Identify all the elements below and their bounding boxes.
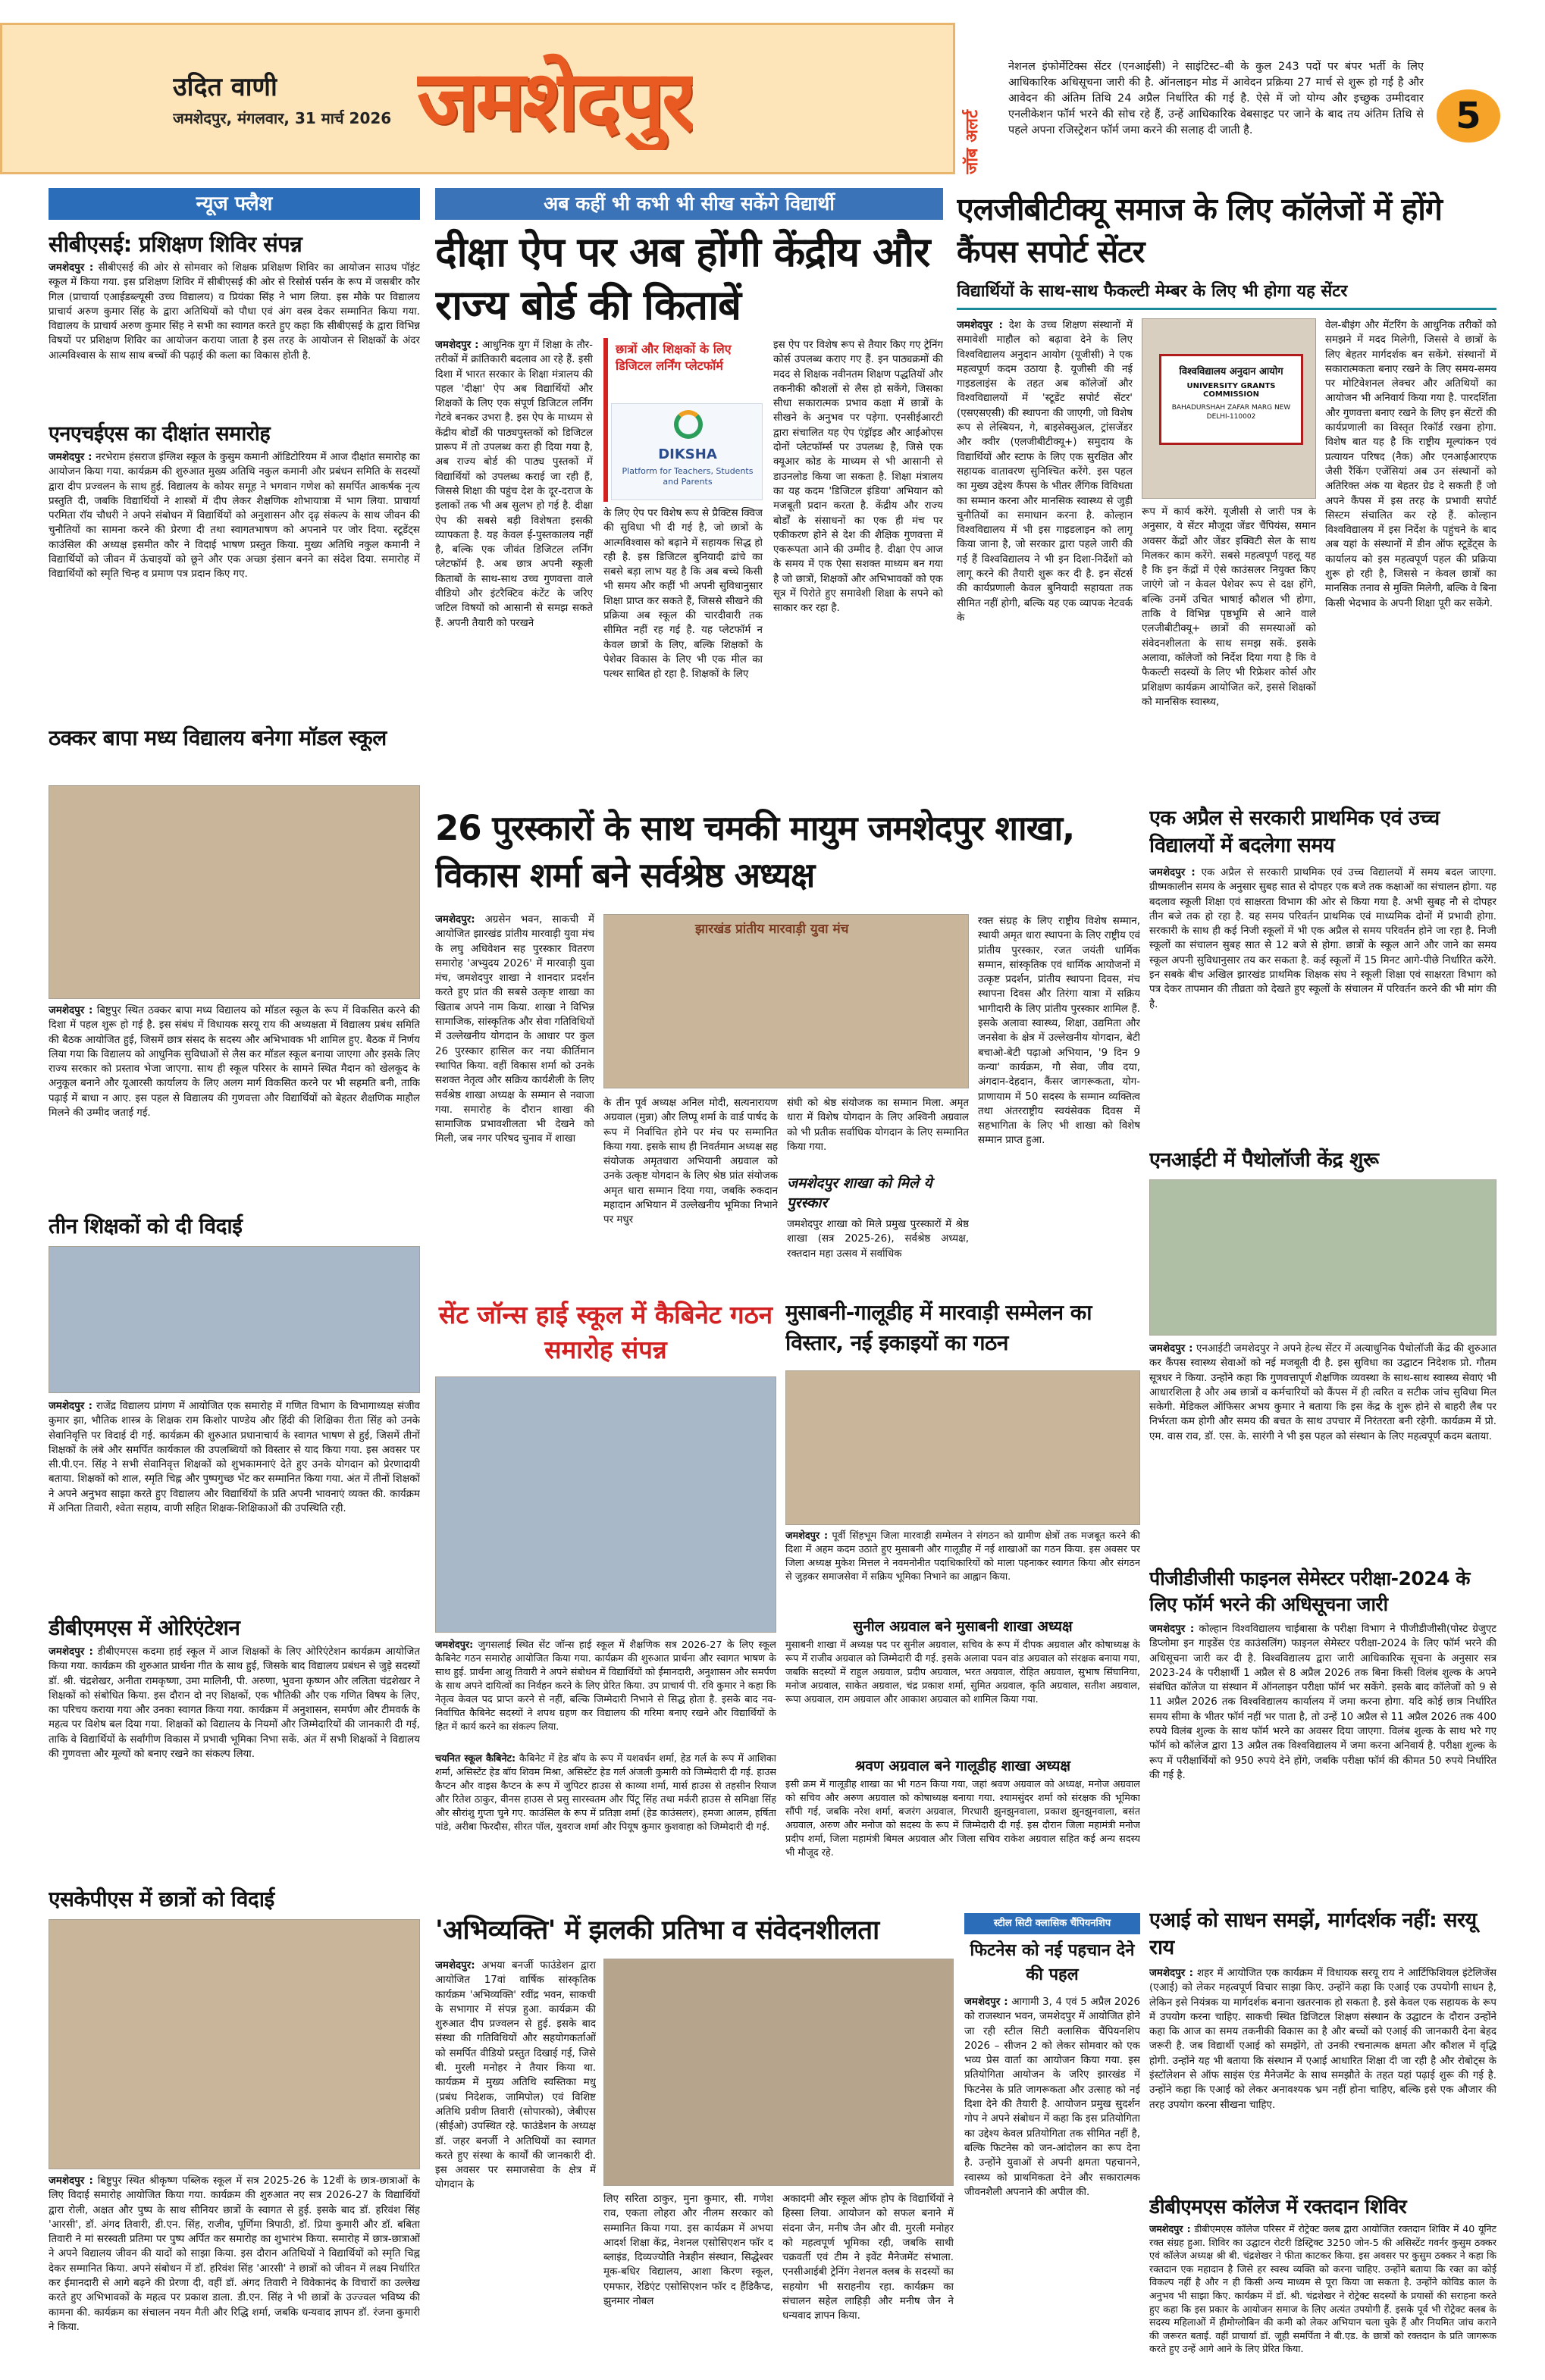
mayum-headline: 26 पुरस्कारों के साथ चमकी मायुम जमशेदपुर शाखा, विकास शर्मा बने सर्वश्रेष्ठ अध्यक्ष: [435, 808, 1075, 895]
dateline: जमशेदपुर, मंगलवार, 31 मार्च 2026: [173, 109, 392, 127]
galudih-sub2: श्रवण अग्रवाल बने गालूडीह शाखा अध्यक्ष: [854, 1758, 1071, 1774]
diksha-col2: के लिए ऐप पर विशेष रूप से प्रैक्टिस क्विज की सुविधा भी दी गई है, जो छात्रों के आत्मविश्वास को बढ़ाने में सहायक सिद्ध हो रही है. इस डिजिटल बुनियादी ढांचे का सबसे बड़ा लाभ यह है कि अब बच्चे किसी भी समय और कहीं भी अपनी सुविधानुसार शिक्षा प्राप्त कर सकते हैं, जिससे सीखने की प्रक्रिया अब स्कूल की चारदीवारी तक सीमित नहीं रह गई है. यह प्लेटफॉर्म न केवल छात्रों के लिए, बल्कि शिक्षकों के पेशेवर विकास के लिए भी एक मील का पत्थर साबित हो रहा है. शिक्षकों के लिए: [603, 508, 763, 681]
steel-city-badge: [964, 1913, 1140, 1934]
steel-city-body: [964, 1995, 1140, 2359]
page-number: 5: [1456, 95, 1481, 137]
pgdgc-dateline: जमशेदपुर :: [1149, 1624, 1195, 1635]
paper-name: उदित वाणी: [173, 72, 277, 102]
teachers-farewell-body: [49, 1399, 420, 1607]
skps-body: [49, 2174, 420, 2356]
ai-dateline: जमशेदपुर :: [1149, 1968, 1193, 1979]
dbms-orientation-title: डीबीएमएस में ओरिएंटेशन: [49, 1615, 240, 1640]
diksha-dateline: जमशेदपुर :: [435, 340, 479, 351]
thakkar-body: [49, 1004, 420, 1211]
ugc-sign-english: UNIVERSITY GRANTS COMMISSION: [1186, 382, 1276, 399]
nhes-dateline: जमशेदपुर :: [49, 452, 92, 463]
dbms-dateline: जमशेदपुर :: [49, 1646, 93, 1658]
news-flash-column: [49, 188, 420, 2356]
skps-photo: [49, 1919, 420, 2169]
musabani-body: [785, 1530, 1140, 1614]
abhivyakti-dateline: जमशेदपुर:: [435, 1960, 475, 1971]
stjohns-cabinet-sub: चयनित स्कूल कैबिनेट:: [435, 1753, 516, 1765]
blood-camp-headline: डीबीएमएस कॉलेज में रक्तदान शिविर: [1149, 2196, 1407, 2219]
steel-city-headline: फिटनेस को नई पहचान देने की पहल: [970, 1941, 1135, 1984]
cbse-body: [49, 261, 420, 409]
pgdgc-body: [1149, 1622, 1496, 1904]
ugc-sign-address: BAHADURSHAH ZAFAR MARG NEW DELHI-110002: [1171, 404, 1291, 421]
school-timing-body: [1149, 866, 1496, 1141]
abhivyakti-col2: लिए सरिता ठाकुर, मुना कुमार, सी. गणेश राव, एकता लोहरा और नीलम सरकार को सम्मानित किया गया. इस कार्यक्रम में अभया आदर्श शिक्षा केंद्र, नेशनल एसोसिएशन फॉर द ब्लाइंड, दिव्यज्योति नेत्रहीन संस्थान, सिद्धेश्वर मूक-बधिर विद्यालय, आशा किरण स्कूल, एमफार, रेडिएंट एसोसिएशन फॉर द हैंडिकैप्ड, झुनमार नोबल: [603, 2194, 773, 2308]
diksha-logo: [611, 403, 763, 500]
school-timing-text: एक अप्रैल से सरकारी प्राथमिक एवं उच्च विद्यालयों में समय बदल जाएगा. ग्रीष्मकालीन समय के अनुसार सुबह सात से दोपहर एक बजे तक कक्षाओं का संचालन होगा. यह बदलाव स्कूली शिक्षा एवं साक्षरता विभाग की ओर से किया गया है. अभी सुबह नौ से दोपहर तीन बजे तक हो रहा है. यह समय परिवर्तन प्राथमिक एवं माध्यमिक दोनों में प्रभावी होगा. सरकारी के साथ ही कई निजी स्कूलों में भी एक अप्रैल से समय परिवर्तन होने जा रहा है. निजी स्कूलों का संचालन सुबह सात से 12 बजे से होगा. छात्रों के स्कूल आने और जाने का समय स्कूल अपनी सुविधानुसार तय कर सकता है. कई स्कूलों में 15 मिनट आगे-पीछे निर्धारित करेंगे. इन सबके बीच अखिल झारखंड प्राथमिक शिक्षक संघ ने स्कूली शिक्षा एवं साक्षरता विभाग को पत्र देकर तापमान की तीव्रता को देखते हुए स्कूलों के संचालन में परिवर्तन करने की भी मांग की है.: [1149, 867, 1496, 1010]
news-flash-label: न्यूज फ्लैश: [196, 193, 273, 215]
abhivyakti-col1: [435, 1959, 596, 2359]
pgdgc-headline: पीजीडीजीसी फाइनल सेमेस्टर परीक्षा-2024 के लिए फॉर्म भरने की अधिसूचना जारी: [1149, 1567, 1470, 1615]
lgbt-col1-text: देश के उच्च शिक्षण संस्थानों में समावेशी माहौल को बढ़ावा देने के लिए विश्वविद्यालय अनुदान आयोग (यूजीसी) ने एक महत्वपूर्ण कदम उठाया है. यूजीसी की नई गाइडलाइंस के तहत अब कॉलेजों और विश्वविद्यालयों में 'स्टूडेंट सपोर्ट सेंटर' (एसएसएसी) की स्थापना की जाएगी, जो विशेष रूप से लेस्बियन, गे, बाइसेक्सुअल, ट्रांसजेंडर और क्वीर (एलजीबीटीक्यू+) समुदाय के विद्यार्थियों और स्टाफ के लिए एक सुरक्षित और सहायक वातावरण सुनिश्चित करेंगे. इस पहल का मुख्य उद्देश्य कैंपस के भीतर लैंगिक विविधता का सम्मान करना और मानसिक स्वास्थ्य से जुड़ी चुनौतियों का समाधान करना है. कोल्हान विश्वविद्यालय में भी इस गाइडलाइन को लागू किया जाना है, जो सरकार द्वारा पहले जारी की गई हैं विश्वविद्यालय ने भी इन दिशा-निर्देशों को लागू करने की तैयारी शुरू कर दी है. इन सेंटर्स की कार्यप्रणाली केवल बुनियादी सहायता तक सीमित नहीं होगी, बल्कि यह एक व्यापक नेटवर्क के: [957, 320, 1133, 624]
stjohns-dateline: जमशेदपुर:: [435, 1639, 474, 1651]
thakkar-body-text: बिष्टुपुर स्थित ठक्कर बापा मध्य विद्यालय को मॉडल स्कूल के रूप में विकसित करने की दिशा में पहल शुरू हो गई है. इस संबंध में विधायक सरयू राय की अध्यक्षता में विद्यालय प्रबंध समिति की बैठक आयोजित हुई, जिसमें छात्र संसद के सदस्य और अभिभावक भी शामिल हुए. बैठक में निर्णय लिया गया कि विद्यालय को आधुनिक सुविधाओं से लैस कर मॉडल स्कूल बनाया जाएगा और इसके लिए राज्य सरकार को प्रस्ताव भेजा जाएगा. साथ ही स्कूल परिसर के सामने स्थित मैदान को खेलकूद के अनुकूल बनाने और यूआरसी कार्यालय के लिए अलग मार्ग विकसित करने पर भी सहमति बनी, ताकि पढ़ाई में बाधा न आए. इस पहल से विद्यालय की गुणवत्ता और विद्यार्थियों को बेहतर शैक्षणिक माहौल मिलने की उम्मीद जताई गई.: [49, 1005, 420, 1120]
cbse-body-text: सीबीएसई की ओर से सोमवार को शिक्षक प्रशिक्षण शिविर का आयोजन साउथ पॉइंट स्कूल में किया गया. इस प्रशिक्षण शिविर में सीबीएसई की ओर से रिसोर्स पर्सन के रूप में जसबीर कौर गिल (प्राचार्या एआईडब्ल्यूसी उच्च विद्यालय) व प्रियंका सिंह ने भाग लिया. इस मौके पर विद्यालय प्राचार्य अरुण कुमार सिंह के द्वारा अतिथियों को पौधा एवं अंग वस्त्र देकर सम्मानित किया गया. विद्यालय के प्राचार्य अरुण कुमार सिंह ने सभी का स्वागत करते हुए कहा कि सीबीएसई के द्वारा विभिन्न विषयों पर प्रशिक्षण शिविर का आयोजन कराया जाता है इस तरह के आयोजन से शिक्षकों के अंदर आत्मविश्वास के साथ साथ बच्चों की पढ़ाई की कला का विकास होती है.: [49, 262, 420, 362]
dbms-orientation-body: [49, 1645, 420, 1881]
nhes-body: [49, 450, 420, 717]
musabani-headline: मुसाबनी-गालूडीह में मारवाड़ी सम्मेलन का विस्तार, नई इकाइयों का गठन: [785, 1300, 1092, 1355]
musabani-photo: [785, 1370, 1140, 1525]
news-flash-header: [49, 188, 420, 220]
musabani-sub1: सुनील अग्रवाल बने मुसाबनी शाखा अध्यक्ष: [853, 1618, 1073, 1635]
diksha-col1-text: आधुनिक युग में शिक्षा के तौर-तरीकों में क्रांतिकारी बदलाव आ रहे हैं. इसी दिशा में भारत सरकार के शिक्षा मंत्रालय की पहल 'दीक्षा' ऐप अब विद्यार्थियों और शिक्षकों के लिए एक संपूर्ण डिजिटल लर्निंग गेटवे बनकर उभरा है. इस ऐप के माध्यम से केंद्रीय बोर्डों की पाठ्यपुस्तकों को डिजिटल प्रारूप में तो उपलब्ध करा ही दिया गया है, अब राज्य बोर्ड की पाठ्य पुस्तकों में विद्यार्थियों को उपलब्ध कराई जा रही हैं, जिससे शिक्षा की पहुंच देश के दूर-दराज के इलाकों तक भी अब सुलभ हो गई है. दीक्षा ऐप की सबसे बड़ी विशेषता इसकी व्यापकता है. यह केवल ई-पुस्तकालय नहीं है, बल्कि एक जीवंत डिजिटल लर्निंग प्लेटफॉर्म है. अब छात्र अपनी स्कूली किताबों के साथ-साथ उच्च गुणवत्ता वाले वीडियो और इंटरैक्टिव कंटेंट के जरिए जटिल विषयों को आसानी से समझ सकते हैं. अपनी तैयारी को परखने: [435, 340, 593, 629]
nit-text: एनआईटी जमशेदपुर ने अपने हेल्थ सेंटर में अत्याधुनिक पैथोलॉजी केंद्र की शुरुआत कर कैंपस स्वास्थ्य सेवाओं को नई मजबूती दी है. इस सुविधा का उद्घाटन निदेशक प्रो. गौतम सूत्रधर ने किया. उन्होंने कहा कि गुणवत्तापूर्ण शैक्षणिक व्यवस्था के साथ-साथ स्वास्थ्य सेवाएं भी आधारशिला है और अब छात्रों व कर्मचारियों को कैंपस में ही त्वरित व सटीक जांच सुविधा मिल सकेगी. मेडिकल ऑफिसर अभय कुमार ने बताया कि इस केंद्र के शुरू होने से बाहरी लैब पर निर्भरता कम होगी और समय की बचत के साथ उपचार में निरंतरता बनी रहेगी. कार्यक्रम में प्रो. एम. वास राव, डॉ. एस. के. सारंगी ने भी इस पहल को संस्थान के लिए महत्वपूर्ण कदम बताया.: [1149, 1343, 1496, 1442]
teachers-dateline: जमशेदपुर :: [49, 1401, 92, 1412]
thakkar-photo: [49, 785, 420, 999]
diksha-headline: दीक्षा ऐप पर अब होंगी केंद्रीय और राज्य बोर्ड की किताबें: [435, 228, 930, 329]
thakkar-dateline: जमशेदपुर :: [49, 1005, 93, 1016]
lgbt-headline: एलजीबीटीक्यू समाज के लिए कॉलेजों में होंगे कैंपस सपोर्ट सेंटर: [957, 191, 1442, 270]
ai-headline: एआई को साधन समझें, मार्गदर्शक नहीं: सरयू राय: [1149, 1909, 1477, 1959]
galudih-body3: इसी क्रम में गालूडीह शाखा का भी गठन किया गया, जहां श्रवण अग्रवाल को अध्यक्ष, मनोज अग्रवाल को सचिव और अरुण अग्रवाल को कोषाध्यक्ष बनाया गया. श्यामसुंदर शर्मा को संरक्षक की भूमिका सौंपी गई, जबकि नरेश शर्मा, बजरंग अग्रवाल, गिरधारी झुनझुनवाला, प्रकाश झुनझुनवाला, बसंत अग्रवाल, अरुण और मनोज को सदस्य के रूप में जिम्मेदारी दी गई. इस दौरान जिला महामंत्री मनोज प्रदीप शर्मा, जिला महामंत्री बिमल अग्रवाल और जिला सचिव राकेश अग्रवाल सहित कई अन्य सदस्य भी मौजूद रहे.: [785, 1779, 1140, 1859]
blood-camp-dateline: जमशेदपुर :: [1149, 2223, 1191, 2234]
musabani-story: [785, 1298, 1140, 1912]
ugc-sign-hindi: विश्वविद्यालय अनुदान आयोग: [1179, 366, 1283, 377]
thakkar-title: ठक्कर बापा मध्य विद्यालय बनेगा मॉडल स्कूल: [49, 725, 387, 750]
skps-body-text: बिष्टुपुर स्थित श्रीकृष्ण पब्लिक स्कूल में सत्र 2025-26 के 12वीं के छात्र-छात्राओं के लिए विदाई समारोह आयोजित किया गया. कार्यक्रम की शुरुआत नए सत्र 2026-27 के विद्यार्थियों द्वारा रोली, अक्षत और पुष्प के साथ सीनियर छात्रों के स्वागत से हुई. इसके बाद डॉ. हरिवंश सिंह 'आरसी', डॉ. अंगद तिवारी, डी.एन. सिंह, राजीव, पूर्णिमा त्रिपाठी, डॉ. प्रिया कुमारी और डॉ. बबिता तिवारी ने मां सरस्वती प्रतिमा पर पुष्प अर्पित कर समारोह का शुभारंभ किया. समारोह में छात्र-छात्राओं ने अपने विद्यालय जीवन की यादों को साझा किया. इस दौरान अतिथियों ने विद्यार्थियों को स्मृति चिह्न देकर सम्मानित किया. अपने संबोधन में डॉ. हरिवंश सिंह 'आरसी' ने छात्रों को जीवन में लक्ष्य निर्धारित कर ईमानदारी से आगे बढ़ने की प्रेरणा दी, वहीं डॉ. अंगद तिवारी ने विवेकानंद के विचारों का उल्लेख करते हुए अभिभावकों के महत्व पर प्रकाश डाला. डी.एन. सिंह ने भी छात्रों के उज्ज्वल भविष्य की कामना की. कार्यक्रम का संचालन नयन मैती और रिद्धि शर्मा, जबकि धन्यवाद ज्ञापन डॉ. रंजना कुमारी ने किया.: [49, 2175, 420, 2333]
diksha-logo-tagline: Platform for Teachers, Students and Parents: [622, 466, 754, 487]
ugc-sign-photo: [1142, 318, 1316, 499]
mayum-col4: रक्त संग्रह के लिए राष्ट्रीय विशेष सम्मान, स्थायी अमृत धारा स्थापना के लिए राष्ट्रीय एवं प्रांतीय पुरस्कार, रजत जयंती धार्मिक सम्मान, सांस्कृतिक एवं धार्मिक आयोजनों में उत्कृष्ट प्रदर्शन, प्रांतीय स्थापना दिवस, मंच स्थापना दिवस और तिरंगा यात्रा में सक्रिय भागीदारी के लिए प्रांतीय पुरस्कार शामिल हैं. इसके अलावा स्वास्थ्य, शिक्षा, उद्यमिता और जनसेवा के क्षेत्र में उल्लेखनीय योगदान, बेटी बचाओ-बेटी पढ़ाओ अभियान, '9 दिन 9 कन्या' कार्यक्रम, गौ सेवा, जीव दया, अंगदान-देहदान, कैंसर जागरूकता, योग-प्राणायाम में 50 सदस्य के सम्मान व्यक्तित्व तथा अंतरराष्ट्रीय स्वयंसेवक दिवस में सहभागिता के लिए भी शाखा को विशेष सम्मान प्राप्त हुआ.: [978, 916, 1140, 1147]
steel-city-story: [964, 1912, 1140, 2359]
mayum-col3b: जमशेदपुर शाखा को मिले प्रमुख पुरस्कारों में श्रेष्ठ शाखा (सत्र 2025-26), सर्वश्रेष्ठ अध्यक्ष, रक्तदान महा उत्सव में सर्वाधिक: [787, 1219, 969, 1260]
diksha-box: [603, 338, 763, 502]
lgbt-subhead: विद्यार्थियों के साथ-साथ फैकल्टी मेम्बर के लिए भी होगा यह सेंटर: [957, 282, 1348, 301]
job-alert-text: नेशनल इंफोर्मेटिक्स सेंटर (एनआईसी) ने साइंटिस्ट–बी के कुल 243 पदों पर बंपर भर्ती के लिए आधिकारिक अधिसूचना जारी की है. ऑनलाइन मोड में आवेदन प्रक्रिया 27 मार्च से शुरू हो गई है और आवेदन की अंतिम तिथि 24 अप्रैल निर्धारित की गई है. ऐसे में जो योग्य और इच्छुक उम्मीदवार एनलीकेशन फॉर्म भरने की सोच रहे हैं, उन्हें आधिकारिक वेबसाइट पर जाने के बाद तय अंतिम तिथि से पहले अपना रजिस्ट्रेशन फॉर्म जमा करने की सलाह दी जाती है.: [1008, 61, 1424, 136]
teachers-farewell-photo: [49, 1246, 420, 1393]
musabani-dateline: जमशेदपुर :: [785, 1530, 829, 1542]
school-timing-dateline: जमशेदपुर :: [1149, 867, 1196, 878]
diksha-story: [435, 188, 943, 794]
cbse-dateline: जमशेदपुर :: [49, 262, 94, 274]
stjohns-cabinet-text: कैबिनेट में हेड बॉय के रूप में यशवर्धन शर्मा, हेड गर्ल के रूप में आशिका शर्मा, असिस्टेंट हेड बॉय शिवम मिश्रा, असिस्टेंट हेड गर्ल अंजली कुमारी को जिम्मेदारी दी गई. हाउस कैप्टन और वाइस कैप्टन के रूप में जुपिटर हाउस से काव्या शर्मा, मार्स हाउस से तहसीन रियाज और रितेश ठाकुर, वीनस हाउस से प्रसु सारस्वतम और पिंटू सिंह तथा मर्करी हाउस से समिक्षा सिंह और सौरांशु गुप्ता चुने गए. काउंसिल के रूप में प्रतिज्ञा शर्मा (हेड काउंसलर), हमजा आलम, हर्षिता पांडे, अरीबा फिरदौस, सीरत पॉल, युवराज शर्मा और पियूष कुमार कुशवाहा को जिम्मेदारी दी गई.: [435, 1753, 776, 1833]
dbms-body-text: डीबीएमएस कदमा हाई स्कूल में आज शिक्षकों के लिए ओरिएंटेशन कार्यक्रम आयोजित किया गया. कार्यक्रम की शुरुआत प्रार्थना गीत के साथ हुई, जिसके बाद विद्यालय प्रबंधन से जुड़े सदस्यों डॉ. श्री. चंद्रशेखर, अनीता रामकृष्णा, उमा मालिनी, पी. अरुणा, भुवना कृष्णन और ललिता चंद्रशेखर ने शिक्षकों को संबोधित किया. इस दौरान दो नए शिक्षकों, एक भौतिकी और एक गणित विषय के लिए, का परिचय कराया गया और उनका स्वागत किया गया. कार्यक्रम में अनुशासन, समर्पण और टीमवर्क के महत्व पर विशेष बल दिया गया. शिक्षकों को विद्यालय के नियमों और जिम्मेदारियों की जानकारी दी गई, ताकि वे विद्यार्थियों के सर्वांगीण विकास में प्रभावी भूमिका निभा सकें. अंत में सभी शिक्षकों ने विद्यालय की गुणवत्ता और मूल्यों को बनाए रखने का संकल्प लिया.: [49, 1646, 420, 1761]
nhes-body-text: नरभेराम हंसराज इंग्लिश स्कूल के कुसुम कमानी ऑडिटोरियम में आज दीक्षांत समारोह का आयोजन किया गया. कार्यक्रम की शुरुआत मुख्य अतिथि नकुल कमानी और प्रबंधन समिति के सदस्यों द्वारा दीप प्रज्वलन के साथ हुई. विद्यालय के कोयर समूह ने भगवान गणेश को समर्पित आकर्षक नृत्य प्रस्तुति दी, जबकि विद्यार्थियों ने शास्त्रों में दीप लेकर शैक्षणिक शोभायात्रा में भाग लिया. प्राचार्या परमिता राॅय चौधरी ने अपने संबोधन में विद्यार्थियों को अनुशासन और दृढ़ संकल्प के साथ जीवन की चुनौतियों का सामना करने की प्रेरणा दी तथा स्वागतभाषण को अपनाने पर जोर दिया. स्टूडेंट्स काउंसिल की अध्यक्ष इसमीत कौर ने विदाई भाषण प्रस्तुत किया. मुख्य अतिथि नकुल कमानी ने विद्यार्थियों को जीवन में ऊंचाइयों को छूने और एक अच्छा इंसान बनने का संदेश दिया. समारोह में विद्यार्थियों को स्मृति चिन्ह व प्रमाण पत्र प्रदान किए गए.: [49, 452, 420, 581]
lgbt-col3: वेल-बीइंग और मेंटरिंग के आधुनिक तरीकों को समझने में मदद मिलेगी, जिससे वे छात्रों के लिए बेहतर मार्गदर्शक बन सकेंगे. संस्थानों में सकारात्मकता बनाए रखने के लिए समय-समय पर मोटिवेशनल लेक्चर और अतिथियों का आयोजन भी अनिवार्य किया गया है. पारदर्शिता और गुणवत्ता बनाए रखने के लिए इन सेंटरों की कार्यप्रणाली का विस्तृत रिकॉर्ड रखना होगा. विशेष बात यह है कि राष्ट्रीय मूल्यांकन एवं प्रत्यायन परिषद (नैक) और एनआईआरएफ जैसी रैंकिंग एजेंसियां अब उन संस्थानों को अतिरिक्त अंक या बेहतर ग्रेड दे सकती हैं जो अपने कैंपस में इस तरह के प्रभावी सपोर्ट सिस्टम संचालित कर रहे हैं. कोल्हान विश्वविद्यालय में इस निर्देश के पहुंचने के बाद अब यहां के संस्थानों में डीन ऑफ स्टूडेंट्स के कार्यालय को इस महत्वपूर्ण पहल की प्रक्रिया शुरू हो रही है, जिससे न केवल छात्रों का मानसिक तनाव से मुक्ति मिलेगी, बल्कि वे बिना किसी भेदभाव के अपनी शिक्षा पूरी कर सकेंगे.: [1325, 320, 1496, 609]
nit-body: [1149, 1342, 1496, 1561]
diksha-logo-mark: [674, 410, 703, 439]
skps-dateline: जमशेदपुर :: [49, 2175, 93, 2187]
stjohns-body: [435, 1639, 776, 1752]
lgbt-col1: [957, 318, 1133, 785]
diksha-logo-word: DIKSHA: [658, 446, 717, 462]
diksha-col3: इस ऐप पर विशेष रूप से तैयार किए गए ट्रेनिंग कोर्स उपलब्ध कराए गए हैं. इन पाठ्यक्रमों की मदद से शिक्षक नवीनतम शिक्षण पद्धतियों और तकनीकी कौशलों से लैस हो सकेंगे, जिसका सीधा सकारात्मक प्रभाव कक्षा में छात्रों के सीखने के अनुभव पर पड़ेगा. एनसीईआरटी द्वारा संचालित यह ऐप एंड्रॉइड और आईओएस दोनों प्लेटफॉर्म्स पर उपलब्ध है, जिसे एक क्यूआर कोड के माध्यम से भी आसानी से डाउनलोड किया जा सकता है. शिक्षा मंत्रालय का यह कदम 'डिजिटल इंडिया' अभियान को मजबूती प्रदान करता है. केंद्रीय और राज्य बोर्डों के संसाधनों का एक ही मंच पर एकीकरण होने से देश की शैक्षिक गुणवत्ता में एकरूपता आने की उम्मीद है. दीक्षा ऐप आज के समय में एक ऐसा सशक्त माध्यम बन गया है जो छात्रों, शिक्षकों और अभिभावकों को एक सूत्र में पिरोते हुए समावेशी शिक्षा के सपने को साकार कर रहा है.: [773, 340, 943, 615]
pgdgc-text: कोल्हान विश्वविद्यालय चाईबासा के परीक्षा विभाग ने पीजीडीजीसी(पोस्ट ग्रेजुएट डिप्लोमा इन गाइडेंस एंड काउंसलिंग) फाइनल सेमेस्टर परीक्षा-2024 के लिए फॉर्म भरने की अधिसूचना जारी कर दी है. विश्वविद्यालय द्वारा जारी आधिकारिक सूचना के अनुसार सत्र 2023-24 के परीक्षार्थी 1 अप्रैल से 8 अप्रैल 2026 तक बिना किसी विलंब शुल्क के अपने संबंधित कॉलेज या संस्थान में ऑनलाइन परीक्षा फॉर्म भर सकेंगे. इसके बाद कॉलेजों को 9 से 11 अप्रैल 2026 तक विश्वविद्यालय कार्यालय में जमा करना होगा. यदि कोई छात्र निर्धारित समय सीमा के भीतर फॉर्म नहीं भर पाता है, तो उन्हें 10 अप्रैल से 11 अप्रैल 2026 तक 400 रुपये विलंब शुल्क के साथ फॉर्म भरने का अवसर दिया जाएगा. विलंब शुल्क के साथ भरे गए फॉर्म को कॉलेज द्वारा 13 अप्रैल तक विश्वविद्यालय में जमा करना अनिवार्य है. परीक्षा शुल्क के रूप में परीक्षार्थियों को 950 रुपये देने होंगे, जबकि परीक्षा फॉर्म की कीमत 50 रुपये निर्धारित की गई है.: [1149, 1624, 1496, 1781]
nit-dateline: जमशेदपुर :: [1149, 1343, 1193, 1354]
stjohns-photo: [435, 1376, 776, 1633]
mayum-col2: के तीन पूर्व अध्यक्ष अनिल मोदी, सत्यनारायण अग्रवाल (मुन्ना) और लिप्पू शर्मा के वार्ड पार्षद के रूप में निर्वाचित होने पर मंच पर सम्मानित किया गया. इसके साथ ही निवर्तमान अध्यक्ष सह संयोजक अमृतधारा अभियानी अग्रवाल को उनके उत्कृष्ट योगदान के लिए श्रेष्ठ प्रांत संयोजक अमृत धारा सम्मान दिया गया, जबकि रुकदान महादान अभियान में उल्लेखनीय भूमिका निभाने पर मधुर: [603, 1098, 778, 1226]
job-alert-label: जॉब अलर्ट: [963, 109, 982, 174]
ugc-sign-board: [1159, 354, 1303, 445]
blood-camp-body: [1149, 2222, 1496, 2357]
teachers-body-text: राजेंद्र विद्यालय प्रांगण में आयोजित एक समारोह में गणित विभाग के विभागाध्यक्ष संजीव कुमार झा, भौतिक शास्त्र के शिक्षक राम किशोर पाण्डेय और हिंदी की शिक्षिका रीता सिंह को उनके सेवानिवृत्ति पर विदाई दी गई. कार्यक्रम की शुरुआत प्रधानाचार्य के स्वागत भाषण से हुई, जिसमें तीनों शिक्षकों के लंबे और समर्पित कार्यकाल की उपलब्धियों को विस्तार से याद किया गया. इस अवसर पर सी.पी.एन. सिंह ने सभी सेवानिवृत्त शिक्षकों को शुभकामनाएं देते हुए उनके योगदान को प्रेरणादायी बताया. शिक्षकों को शाल, स्मृति चिह्न और पुष्पगुच्छ भेंट कर सम्मानित किया गया. अंत में तीनों शिक्षकों ने अपने अनुभव साझा करते हुए विद्यालय और विद्यार्थियों के प्रति अपनी भावनाएं व्यक्त की. कार्यक्रम में अनिता तिवारी, श्वेता सहाय, वाणी सहित शिक्षक-शिक्षिकाओं की उपस्थिति रही.: [49, 1401, 420, 1515]
mayum-subtitle: जमशेदपुर शाखा को मिले ये पुरस्कार: [787, 1175, 932, 1211]
stjohns-text: जुगसलाई स्थित सेंट जॉन्स हाई स्कूल में शैक्षणिक सत्र 2026-27 के लिए स्कूल कैबिनेट गठन समारोह आयोजित किया गया. कार्यक्रम की शुरुआत प्रार्थना और स्वागत भाषण के साथ हुई. प्रार्थना आशु तिवारी ने अपने संबोधन में विद्यार्थियों को ईमानदारी, अनुशासन और समर्पण के साथ अपने दायित्वों का निर्वहन करने के लिए प्रेरित किया. उप प्राचार्य पी. रवि कुमार ने कहा कि नेतृत्व केवल पद प्राप्त करने से नहीं, बल्कि जिम्मेदारी निभाने से सिद्ध होता है. इसके बाद नव-निर्वाचित कैबिनेट सदस्यों ने शपथ ग्रहण कर विद्यालय की गरिमा बनाए रखने और विद्यार्थियों के हित में कार्य करने का संकल्प लिया.: [435, 1639, 776, 1733]
ai-body: [1149, 1966, 1496, 2187]
masthead: [0, 0, 1545, 182]
lgbt-dateline: जमशेदपुर :: [957, 320, 1003, 331]
abhivyakti-story: [435, 1912, 954, 2359]
abhivyakti-headline: 'अभिव्यक्ति' में झलकी प्रतिभा व संवेदनशीलता: [435, 1915, 879, 1946]
diksha-box-title: छात्रों और शिक्षकों के लिए डिजिटल लर्निंग प्लेटफॉर्म: [616, 342, 732, 373]
diksha-kicker: अब कहीं भी कभी भी सीख सकेंगे विद्यार्थी: [544, 193, 835, 215]
mayum-col1: [435, 913, 594, 1290]
diksha-kicker-bar: [435, 188, 943, 220]
skps-title: एसकेपीएस में छात्रों को विदाई: [49, 1887, 274, 1912]
mayum-photo: [603, 914, 969, 1088]
mayum-banner: झारखंड प्रांतीय मारवाड़ी युवा मंच: [695, 922, 849, 937]
ai-text: शहर में आयोजित एक कार्यक्रम में विधायक सरयू राय ने आर्टिफिशियल इंटेलिजेंस (एआई) को लेकर महत्वपूर्ण विचार साझा किए. उन्होंने कहा कि एआई एक उपयोगी साधन है, लेकिन इसे नियंत्रक या मार्गदर्शक बनाना खतरनाक हो सकता है. इसे केवल एक सहायक के रूप में उपयोग करना चाहिए. साकची स्थित डिजिटल शिक्षण संस्थान के उद्घाटन के दौरान उन्होंने कहा कि आज का समय तकनीकी विकास का है और बच्चों को एआई की जानकारी देना बेहद जरूरी है. जब विद्यार्थी एआई को समझेंगे, तो उनकी रचनात्मक क्षमता और कौशल में वृद्धि होगी. उन्होंने यह भी बताया कि संस्थान में एआई आधारित शिक्षा दी जा रही है और रोबोट्स के इंस्टॉलेशन से ऑफ साइंस एंड मैनेजमेंट के साथ समझौते के तहत यहां पढ़ाई शुरू की गई है. उन्होंने कहा कि एआई को लेकर अनावश्यक भ्रम नहीं होना चाहिए, बल्कि इसे एक औजार की तरह उपयोग करना सीखना चाहिए.: [1149, 1968, 1496, 2111]
stjohns-headline: सेंट जॉन्स हाई स्कूल में कैबिनेट गठन समारोह संपन्न: [438, 1300, 773, 1364]
mayum-story: [435, 805, 1140, 1290]
abhivyakti-photo: [603, 1959, 954, 2186]
steel-city-badge-text: स्टील सिटी क्लासिक चैंपियनशिप: [993, 1918, 1111, 1929]
city-logo: जमशेदपुर: [417, 52, 694, 149]
abhivyakti-col3: अकादमी और स्कूल ऑफ होप के विद्यार्थियों ने हिस्सा लिया. आयोजन को सफल बनाने में संदना जैन, मनीष जैन और वी. मुरली मनोहर को महत्वपूर्ण भूमिका रही, जबकि साथी चक्रवर्ती एवं टीम ने इवेंट मैनेजमेंट संभाला. एनसीआईबी ट्रेनिंग नेशनल क्लब के सदस्यों का सहयोग भी सराहनीय रहा. कार्यक्रम का संचालन सहेल लाहिड़ी और मनीष जैन ने धन्यवाद ज्ञापन किया.: [782, 2194, 954, 2322]
school-timing-headline: एक अप्रैल से सरकारी प्राथमिक एवं उच्च विद्यालयों में बदलेगा समय: [1149, 806, 1440, 857]
stjohns-story: [435, 1298, 776, 1904]
stjohns-body2: [435, 1752, 776, 1904]
steel-city-text: आगामी 3, 4 एवं 5 अप्रैल 2026 को राजस्थान भवन, जमशेदपुर में आयोजित होने जा रही स्टील सिटी क्लासिक चैंपियनशिप 2026 – सीजन 2 को लेकर सोमवार को एक भव्य प्रेस वार्ता का आयोजन किया गया. इस प्रतियोगिता आयोजन के जरिए झारखंड में फिटनेस के प्रति जागरूकता और उत्साह को नई दिशा देने की तैयारी है. आयोजन प्रमुख सुदर्शन गोप ने अपने संबोधन में कहा कि इस प्रतियोगिता का उद्देश्य केवल प्रतियोगिता तक सीमित नहीं है, बल्कि फिटनेस को जन-आंदोलन का रूप देना है. उन्होंने युवाओं से अपनी क्षमता पहचानने, स्वास्थ्य को प्राथमिकता देने और सकारात्मक जीवनशैली अपनाने की अपील की.: [964, 1996, 1140, 2198]
musabani-body2: मुसाबनी शाखा में अध्यक्ष पद पर सुनील अग्रवाल, सचिव के रूप में दीपक अग्रवाल और कोषाध्यक्ष के रूप में राजीव अग्रवाल को जिम्मेदारी दी गई. इसके अलावा पवन वांड अग्रवाल को संरक्षक बनाया गया, जबकि सदस्यों में राहुल अग्रवाल, प्रदीप अग्रवाल, भरत अग्रवाल, रोहित अग्रवाल, सुभाष सिंघानिया, मनोज अग्रवाल, साकेत अग्रवाल, चंद्र प्रकाश शर्मा, सुमित अग्रवाल, कृति अग्रवाल, सतीश अग्रवाल, रूपा अग्रवाल, राम अग्रवाल और आकाश अग्रवाल को शामिल किया गया.: [785, 1639, 1140, 1705]
steel-city-dateline: जमशेदपुर :: [964, 1996, 1008, 2008]
abhivyakti-col1-text: अभया बनर्जी फाउंडेशन द्वारा आयोजित 17वां वार्षिक सांस्कृतिक कार्यक्रम 'अभिव्यक्ति' रवींद्र भवन, साकची के सभागार में संपन्न हुआ. कार्यक्रम की शुरुआत दीप प्रज्वलन से हुई. इसके बाद संस्था की गतिविधियों और सहयोगकर्ताओं को समर्पित वीडियो प्रस्तुत दिखाई गई, जिसे बी. मुरली मनोहर ने तैयार किया था. कार्यक्रम में मुख्य अतिथि स्वस्तिका मधु (प्रबंध निदेशक, जामिपोल) एवं विशिष्ट अतिथि प्रवीण तिवारी (सोपारको), जेबीएस (सीईओ) उपस्थित रहे. फाउंडेशन के अध्यक्ष डॉ. जहर बनर्जी ने अतिथियों का स्वागत करते हुए संस्था के कार्यों की जानकारी दी. इस अवसर पर समाजसेवा के क्षेत्र में योगदान के: [435, 1960, 596, 2191]
mayum-col3: संघी को श्रेष्ठ संयोजक का सम्मान मिला. अमृत धारा में विशेष योगदान के लिए अश्विनी अग्रवाल को भी प्रतीक सर्वाधिक योगदान के लिए सम्मानित किया गया.: [787, 1098, 969, 1153]
blood-camp-text: डीबीएमएस कॉलेज परिसर में रोट्रेक्ट क्लब द्वारा आयोजित रक्तदान शिविर में 40 यूनिट रक्त संग्रह हुआ. शिविर का उद्घाटन रोटरी डिस्ट्रिक्ट 3250 जोन-5 की असिस्टेंट गवर्नर कुसुम ठक्कर एवं कॉलेज अध्यक्ष श्री बी. चंद्रशेखर ने फीता काटकर किया. इस अवसर पर कुसुम ठक्कर ने कहा कि रक्तदान एक महादान है जिसे हर स्वस्थ व्यक्ति को करना चाहिए. उन्होंने बताया कि रक्त का कोई विकल्प नहीं है और न ही किसी अन्य माध्यम से पूरा किया जा सकता है. उन्होंने कोविड काल के अनुभव भी साझा किए. कार्यक्रम में डॉ. श्री. चंद्रशेखर ने रोट्रेक्ट सदस्यों के प्रयासों की सराहना करते हुए कहा कि इस प्रकार के आयोजन समाज के लिए अत्यंत उपयोगी हैं. इसके पूर्व भी रोट्रेक्ट क्लब के सदस्य महिलाओं में हीमोग्लोबिन की कमी को लेकर अभियान चला चुके हैं और नियमित जांच कराने की जरूरत बताई. वहीं प्राचार्या डॉ. जूही समर्पिता ने बी.एड. के छात्रों को रक्तदान के प्रति जागरूक करते हुए उन्हें आगे आने के लिए प्रेरित किया.: [1149, 2223, 1496, 2355]
nit-photo: [1149, 1179, 1496, 1336]
cbse-title: सीबीएसई: प्रशिक्षण शिविर संपन्न: [49, 231, 302, 257]
diksha-col1: [435, 338, 593, 785]
right-column: [1149, 805, 1496, 2357]
lgbt-rule: [957, 308, 1496, 310]
mayum-dateline: जमशेदपुर:: [435, 914, 475, 925]
lgbt-col2: रूप में कार्य करेंगे. यूजीसी से जारी पत्र के अनुसार, ये सेंटर मौजूदा जेंडर चैंपियंस, समान अवसर केंद्रों और जेंडर इक्विटी सेल के साथ मिलकर काम करेंगे. सबसे महत्वपूर्ण पहलू यह है कि इन केंद्रों में ऐसे काउंसलर नियुक्त किए जाएंगे जो न केवल पेशेवर रूप से दक्ष होंगे, बल्कि उनमें उचित भाषाई कौशल भी होगा, ताकि वे विभिन्न पृष्ठभूमि से आने वाले एलजीबीटीक्यू+ छात्रों की समस्याओं को संवेदनशीलता के साथ समझ सकें. इसके अलावा, कॉलेजों को निर्देश दिया गया है कि वे फैकल्टी सदस्यों के लिए भी रिफ्रेशर कोर्स और प्रशिक्षण कार्यक्रम आयोजित करें, इससे शिक्षकों को मानसिक स्वास्थ्य,: [1142, 506, 1316, 708]
lgbt-story: [957, 188, 1496, 794]
mayum-col1-text: अग्रसेन भवन, साकची में आयोजित झारखंड प्रांतीय मारवाड़ी युवा मंच के लघु अधिवेशन सह पुरस्कार वितरण समारोह 'अभ्युदय 2026' में मारवाड़ी युवा मंच, जमशेदपुर शाखा ने शानदार प्रदर्शन करते हुए प्रांत की सबसे उत्कृष्ट शाखा का खिताब अपने नाम किया. शाखा ने विभिन्न सामाजिक, सांस्कृतिक और सेवा गतिविधियों में उल्लेखनीय योगदान के आधार पर कुल 26 पुरस्कार हासिल कर नया कीर्तिमान स्थापित किया. वहीं विकास शर्मा को उनके सशक्त नेतृत्व और सक्रिय कार्यशैली के लिए सर्वश्रेष्ठ शाखा अध्यक्ष के सम्मान से नवाजा गया. समारोह के दौरान शाखा की सामाजिक प्रभावशीलता भी देखने को मिली, जब नगर परिषद चुनाव में शाखा: [435, 914, 594, 1145]
nhes-title: एनएचईएस का दीक्षांत समारोह: [49, 422, 271, 446]
teachers-farewell-title: तीन शिक्षकों को दी विदाई: [49, 1213, 243, 1239]
nit-headline: एनआईटी में पैथोलॉजी केंद्र शुरू: [1149, 1148, 1379, 1172]
musabani-text: पूर्वी सिंहभूम जिला मारवाड़ी सम्मेलन ने संगठन को ग्रामीण क्षेत्रों तक मजबूत करने की दिशा में अहम कदम उठाते हुए मुसाबनी और गालूडीह में नई शाखाओं का गठन किया. इस अवसर पर जिला अध्यक्ष मुकेश मित्तल ने नवमनोनीत पदाधिकारियों को माला पहनाकर स्वागत किया और संगठन से जुड़कर समाजसेवा में सक्रिय भूमिका निभाने का आह्वान किया.: [785, 1530, 1140, 1583]
